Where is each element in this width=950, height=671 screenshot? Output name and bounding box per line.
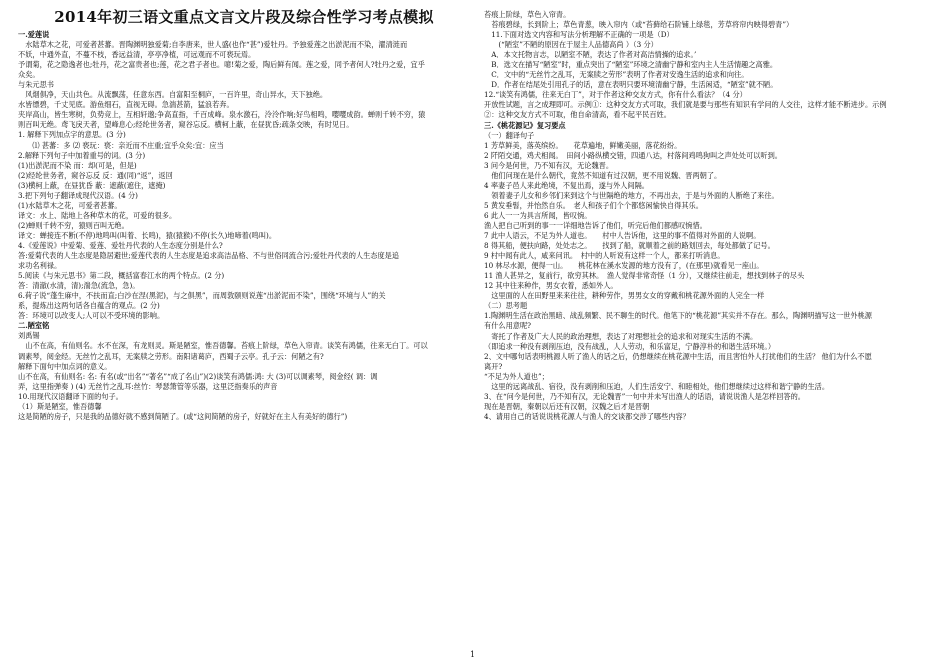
text-line: 水陆草木之花，可爱者甚蕃。晋陶渊明独爱菊;自李唐来，世人盛(也作“甚”)爱牡丹。予独爱莲之出淤泥而不染，濯清涟而 <box>18 40 408 50</box>
text-line: 他们问现在是什么朝代，竟然不知道有过汉朝，更不用说魏、晋两朝了。 <box>484 170 722 180</box>
text-line: 开放性试题，言之成理即可。示例①：这种交友方式可取，我们就是要与那些有知识有学问的人交往，这样才能不断进步。示例 <box>484 100 887 110</box>
text-line: 11.下面对选文内容和写法分析理解不正确的一项是（D） <box>484 30 674 40</box>
text-line: 4 率妻子邑人来此绝境，不复出焉，遂与外人间隔。 <box>484 180 649 190</box>
text-line: 12 其中往来种作，男女衣着，悉如外人。 <box>484 281 618 291</box>
text-line: 山不在高，有仙则名。水不在深，有龙则灵。斯是陋室，惟吾德馨。苔痕上阶绿，草色入帘青。谈笑有鸿儒，往来无白丁。可以 <box>18 341 428 351</box>
text-line: “不足为外人道也”； <box>484 371 549 381</box>
text-line: 弄，这里指弹奏 ) (4) 无丝竹之乱耳:丝竹：琴瑟箫管等乐器，这里泛指奏乐的声音 <box>18 381 278 391</box>
text-line: 1. 解释下列加点字的意思。(3 分) <box>18 130 126 140</box>
text-line: 3、在“问今是何世，乃不知有汉，无论魏晋”一句中并未写出渔人的话语，请说说渔人是怎样回答的。 <box>484 391 805 401</box>
section-heading: 三.《桃花源记》复习要点 <box>484 120 566 130</box>
text-line: 领着妻子儿女和乡邻们来到这个与世隔绝的地方，不再出去，于是与外面的人断绝了来往。 <box>484 190 779 200</box>
text-line: 答:爱菊代表的人生态度是隐居避世;爱莲代表的人生态度是追求高洁品格、不与世俗同流合污;爱牡丹代表的人生态度是追 <box>18 251 400 261</box>
text-line: 7 此中人语云，不足为外人道也。 村中人告诉他，这里的事不值得对外面的人说啊。 <box>484 231 761 241</box>
text-line: 山不在高，有仙则名: 名: 有名(或“出名”“著名”“成了名山”)(2)谈笑有鸿儒:鸿: 大 (3)可以调素琴，阅金经( 调：调 <box>18 371 378 381</box>
text-line: 10 林尽水源，便得一山。 桃花林在溪水发源的地方没有了，(在那里)就看见一座山。 <box>484 261 764 271</box>
document-title: 2014年初三语文重点文言文片段及综合性学习考点模拟 <box>54 8 434 26</box>
text-line: 10.用现代汉语翻译下面的句子。 <box>18 391 123 401</box>
text-line: 风烟俱净，天山共色。从流飘荡，任意东西。自富阳至桐庐，一百许里，奇山异水，天下独绝。 <box>18 90 328 100</box>
text-line: 8 得其船，便扶向路，处处志之。 找到了船，就顺着之前的路划回去，每处都做了记号。 <box>484 241 775 251</box>
text-line: 5 黄发垂髫，并怡然自乐。 老人和孩子们个个都悠闲愉快自得其乐。 <box>484 200 703 210</box>
text-line: 苔痕碧绿，长到阶上；草色青葱，映入帘内（或“苔藓给石阶铺上绿毯，芳草将帘内映得碧青”） <box>484 20 794 30</box>
text-line: 这里的远离战乱、宿役，没有剥削和压迫，人们生活安宁、和睦相处，他们想继续过这样和谐宁静的生活。 <box>484 381 830 391</box>
text-line: 4.《爱莲说》中爱菊、爱莲、爱牡丹代表的人生态度分别是什么? <box>18 240 223 250</box>
text-line: 4、请用自己的话说说桃花源人与渔人的交谈都交涉了哪些内容？ <box>484 411 690 421</box>
text-line: 3 问今是何世，乃不知有汉，无论魏晋。 <box>484 160 614 170</box>
text-line: 12.“谈笑有鸿儒，往来无白丁”，对于作者这种交友方式，你有什么看法？（4 分） <box>484 90 747 100</box>
text-line: 2.解释下列句子中加着重号的词。(3 分) <box>18 150 146 160</box>
text-line: 水皆缥碧，千丈见底。游鱼细石，直视无碍。急湍甚箭，猛浪若奔。 <box>18 100 234 110</box>
text-line: 1 芳草鲜美，落英缤纷。 花草遍地，鲜嫩美丽，落花纷纷。 <box>484 140 682 150</box>
text-line: (2)蝉则千转不穷，猿则百叫无绝。 <box>18 220 129 230</box>
text-line: 渔人把自己听到的事一一详细地告诉了他们，听完后他们都感叹惋惜。 <box>484 220 707 230</box>
text-line: 这是简陋的房子，只是我的品德好就不感到简陋了。(或“这间简陋的房子，好就好在主人有美好的德行”) <box>18 411 348 421</box>
text-line: 刘禹锡 <box>18 331 40 341</box>
left-column <box>18 30 470 422</box>
text-line: A．本文托物言志，以陋室不陋，表达了作者对高洁情操的追求。’ <box>484 50 697 60</box>
text-line: 苔痕上阶绿，草色入帘青。 <box>484 10 571 19</box>
text-line: 2 阡陌交通，鸡犬相闻。 田间小路纵横交错，四通八达，村落间鸡鸣狗叫之声处处可以听到。 <box>484 150 782 160</box>
text-line: 离开? <box>484 361 503 371</box>
text-line: 11 渔人甚异之，复前行，欲穷其林。 渔人觉得非常奇怪（1 分），又继续往前走，想找到林子的尽头 <box>484 271 805 281</box>
text-line: 5.阅读《与朱元思书》第二段，概括富春江水的两个特点。(2 分) <box>18 271 225 281</box>
text-line: 予谓菊，花之隐逸者也;牡丹，花之富贵者也;莲，花之君子者也。噫!菊之爱，陶后鲜有闻。莲之爱，同予者何人?牡丹之爱，宜乎 <box>18 60 425 70</box>
text-line: （一）翻译句子 <box>484 130 535 140</box>
text-line: （二）思考题 <box>484 301 528 311</box>
text-line: 答：清澈(水清，清);湍急(流急，急)。 <box>18 281 140 291</box>
text-line: （1）斯是陋室，惟吾德馨 <box>18 401 102 411</box>
section-heading: 二.陋室铭 <box>18 321 50 331</box>
text-line: ⑴ 甚蕃：多 ⑵ 亵玩：亵：亲近而不庄重;宜乎众矣:宜：应当 <box>18 140 224 150</box>
text-line: 与朱元思书 <box>18 80 54 90</box>
text-line: ②：这种交友方式不可取，他自命清高，看不起平民百姓。 <box>484 110 671 120</box>
page-number: 1 <box>470 650 476 659</box>
text-line: C．文中的“无丝竹之乱耳，无案牍之劳形”表明了作者对安逸生活的追求和向往。 <box>484 70 749 80</box>
text-line: 现在是晋朝，秦朝以后还有汉朝，汉魏之后才是晋朝 <box>484 401 650 411</box>
text-line: (“陋室”不陋的原因在于屋主人品德高尚 ）（3 分） <box>484 40 658 50</box>
text-line: 则百叫无绝。鸢飞戾天者，望峰息心;经纶世务者，窥谷忘反。横柯上蔽，在昼犹昏;疏条交映，有时见日。 <box>18 120 354 130</box>
text-line: 调素琴，阅金经。无丝竹之乱耳，无案牍之劳形。南阳诸葛庐，西蜀子云亭。孔子云：何陋之有? <box>18 351 324 361</box>
text-line: 1.陶渊明生活在政治黑暗、战乱频繁、民不聊生的时代。他笔下的“桃花源”其实并不存在。那么，陶渊明描写这一世外桃源 <box>484 311 872 321</box>
section-heading: 一.爱莲说 <box>18 30 50 39</box>
text-line: B．选文在描写“陋室”时，重点突出了“陋室”环境之清幽宁静和室内主人生活情趣之高雅。 <box>484 60 778 70</box>
text-line: (1)出淤泥而不染 而：却(可是，但是) <box>18 160 137 170</box>
text-line: 9 村中闻有此人，咸来问讯。 村中的人听说有这样一个人，都来打听消息。 <box>484 251 725 261</box>
text-line: 2、文中哪句话表明桃源人听了渔人的话之后，仍想继续在桃花源中生活，而且害怕外人打扰他们的生活？ 他们为什么不愿 <box>484 351 872 361</box>
text-line: 译文：蝉接连不断(不停)地鸣叫(叫着、长鸣)，猿(猿猴)不停(长久)地啼着(鸣叫)。 <box>18 230 277 240</box>
text-line: 有什么用意呢? <box>484 321 531 331</box>
text-line: 6 此人一一为具言所闻，皆叹惋。 <box>484 210 592 220</box>
text-line: 解释下面句中加点词的意义。 <box>18 361 112 371</box>
text-line: 不妖，中通外直，不蔓不枝，香远益清，亭亭净植，可远观而不可亵玩焉。 <box>18 50 256 60</box>
text-line: 寄托了作者及广大人民的政治理想，表达了对理想社会的追求和对现实生活的不满。 <box>484 331 758 341</box>
text-line: 3.把下列句子翻译成现代汉语。(4 分) <box>18 190 138 200</box>
text-line: 答：环境可以改变人;人可以不受环境的影响。 <box>18 311 165 321</box>
text-line: 这里面的人在田野里来来往往，耕种劳作，男男女女的穿戴和桃花源外面的人完全一样 <box>484 291 765 301</box>
text-line: 6.荷子说“蓬生麻中，不扶而直;白沙在涅(黑泥)，与之俱黑”，而周敦颐则说莲“出淤泥而不染”，围绕“环境与人”的关 <box>18 291 386 301</box>
text-line: 系，提炼出这两句话各自蕴含的观点。(2 分) <box>18 301 160 311</box>
text-line: (2)经纶世务者，窥谷忘反 反：通(同)“返”，返回 <box>18 170 173 180</box>
text-line: （即追求一种没有剥削压迫，没有战乱，人人劳动，和乐富足，宁静淳朴的和谐生活环境。） <box>484 341 776 351</box>
text-line: (1)水陆草木之花，可爱者甚蕃。 <box>18 200 122 210</box>
right-column <box>484 10 934 422</box>
text-line: (3)横柯上蔽，在昼犹昏 蔽：遮蔽(遮住，遮掩) <box>18 180 166 190</box>
text-line: 译文：水上、陆地上各种草木的花，可爱的很多。 <box>18 210 177 220</box>
text-line: D．作者在结尾处引用孔子的话，意在表明只要环境清幽宁静，生活闲适，“陋室”就不陋。 <box>484 80 778 90</box>
text-line: 夹岸高山，皆生寒树，负势竞上，互相轩邈;争高直指，千百成峰。泉水激石，泠泠作响;好鸟相鸣，嘤嘤成韵。蝉则千转不穷，猿 <box>18 110 426 120</box>
text-line: 求功名利禄。 <box>18 261 62 271</box>
text-line: 众矣。 <box>18 70 40 80</box>
